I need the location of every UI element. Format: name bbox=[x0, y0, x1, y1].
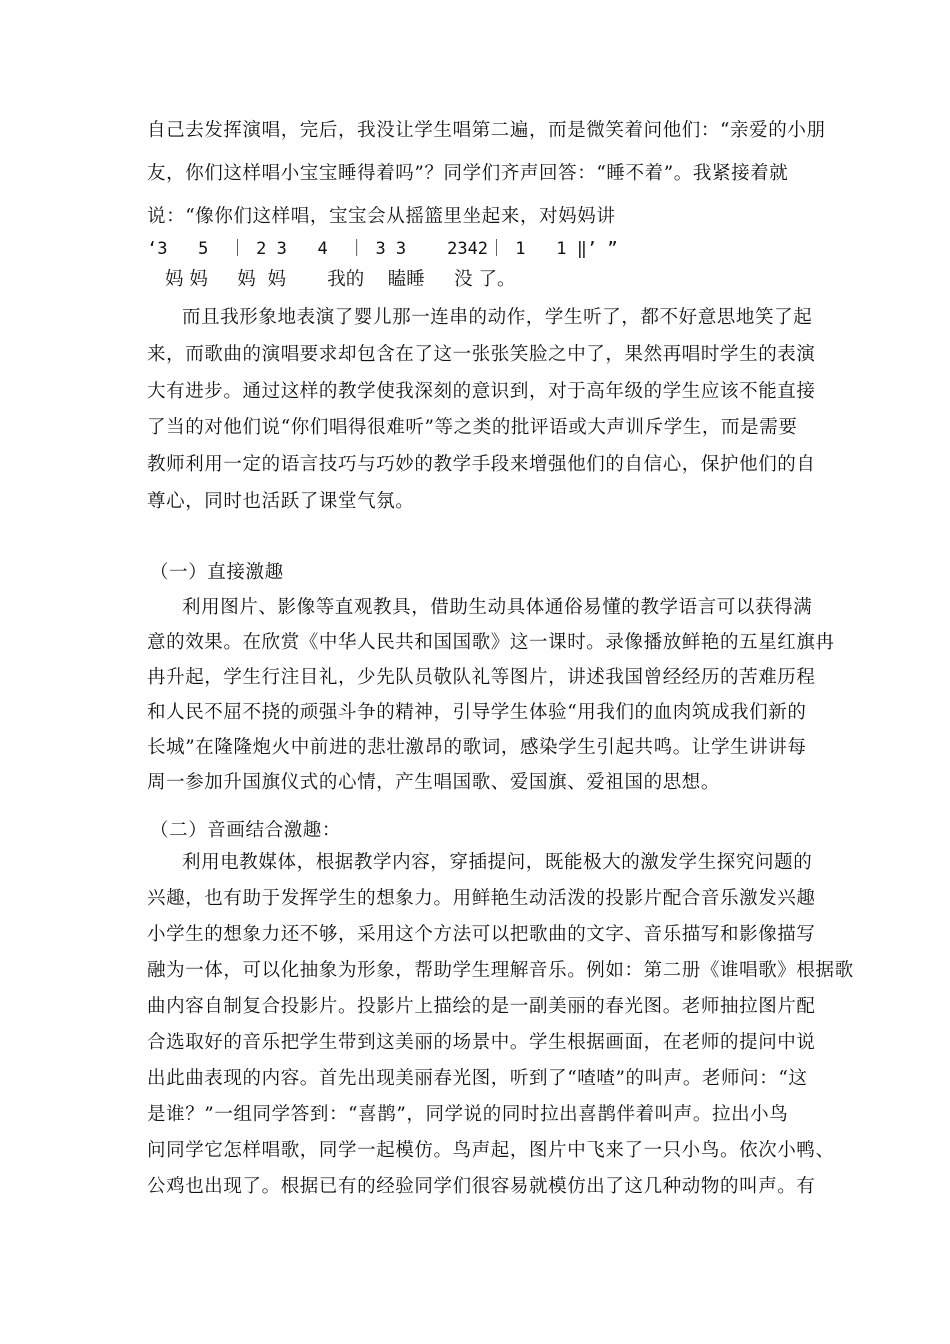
text-line: 兴趣，也有助于发挥学生的想象力。用鲜艳生动活泼的投影片配合音乐激发兴趣 bbox=[147, 888, 816, 909]
music-notation: ‘3 5 ｜ 2 3 4 ｜ 3 3 2342｜ 1 1 ‖’ ” bbox=[147, 239, 618, 259]
text-line: 融为一体，可以化抽象为形象，帮助学生理解音乐。例如：第二册《谁唱歌》根据歌 bbox=[147, 960, 854, 981]
section-heading: （一）直接激趣 bbox=[150, 562, 284, 583]
text-line: 自己去发挥演唱，完后，我没让学生唱第二遍，而是微笑着问他们：“亲爱的小朋 bbox=[147, 120, 826, 141]
text-line: 说：“像你们这样唱，宝宝会从摇篮里坐起来，对妈妈讲 bbox=[147, 206, 616, 227]
text-line: 合选取好的音乐把学生带到这美丽的场景中。学生根据画面，在老师的提问中说 bbox=[147, 1032, 816, 1053]
text-line: 问同学它怎样唱歌，同学一起模仿。鸟声起，图片中飞来了一只小鸟。依次小鸭、 bbox=[147, 1140, 835, 1161]
text-line: 意的效果。在欣赏《中华人民共和国国歌》这一课时。录像播放鲜艳的五星红旗冉 bbox=[147, 632, 835, 653]
text-line: 公鸡也出现了。根据已有的经验同学们很容易就模仿出了这几种动物的叫声。有 bbox=[147, 1176, 816, 1197]
text-line: 教师利用一定的语言技巧与巧妙的教学手段来增强他们的自信心，保护他们的自 bbox=[147, 454, 816, 475]
text-line: 利用图片、影像等直观教具，借助生动具体通俗易懂的教学语言可以获得满 bbox=[182, 597, 813, 618]
section-heading: （二）音画结合激趣： bbox=[150, 820, 342, 841]
text-line: 而且我形象地表演了婴儿那一连串的动作，学生听了，都不好意思地笑了起 bbox=[182, 307, 813, 328]
text-line: 友，你们这样唱小宝宝睡得着吗”？同学们齐声回答：“睡不着”。我紧接着就 bbox=[147, 163, 789, 184]
music-lyrics: 妈 妈 妈 妈 我的 瞌睡 没 了。 bbox=[165, 269, 516, 290]
text-line: 曲内容自制复合投影片。投影片上描绘的是一副美丽的春光图。老师抽拉图片配 bbox=[147, 996, 816, 1017]
text-line: 和人民不屈不挠的顽强斗争的精神，引导学生体验“用我们的血肉筑成我们新的 bbox=[147, 702, 807, 723]
text-line: 冉升起，学生行注目礼，少先队员敬队礼等图片，讲述我国曾经经历的苦难历程 bbox=[147, 667, 816, 688]
text-line: 利用电教媒体，根据教学内容，穿插提问，既能极大的激发学生探究问题的 bbox=[182, 852, 813, 873]
text-line: 了当的对他们说“你们唱得很难听”等之类的批评语或大声训斥学生，而是需要 bbox=[147, 417, 798, 438]
text-line: 是谁？”一组同学答到：“喜鹊”，同学说的同时拉出喜鹊伴着叫声。拉出小鸟 bbox=[147, 1104, 789, 1125]
text-line: 大有进步。通过这样的教学使我深刻的意识到，对于高年级的学生应该不能直接 bbox=[147, 381, 816, 402]
text-line: 长城”在隆隆炮火中前进的悲壮激昂的歌词，感染学生引起共鸣。让学生讲讲每 bbox=[147, 737, 807, 758]
text-line: 尊心，同时也活跃了课堂气氛。 bbox=[147, 491, 415, 512]
text-line: 来，而歌曲的演唱要求却包含在了这一张张笑脸之中了，果然再唱时学生的表演 bbox=[147, 344, 816, 365]
text-line: 周一参加升国旗仪式的心情，产生唱国歌、爱国旗、爱祖国的思想。 bbox=[147, 772, 721, 793]
text-line: 小学生的想象力还不够，采用这个方法可以把歌曲的文字、音乐描写和影像描写 bbox=[147, 924, 816, 945]
text-line: 出此曲表现的内容。首先出现美丽春光图，听到了“喳喳”的叫声。老师问：“这 bbox=[147, 1068, 808, 1089]
